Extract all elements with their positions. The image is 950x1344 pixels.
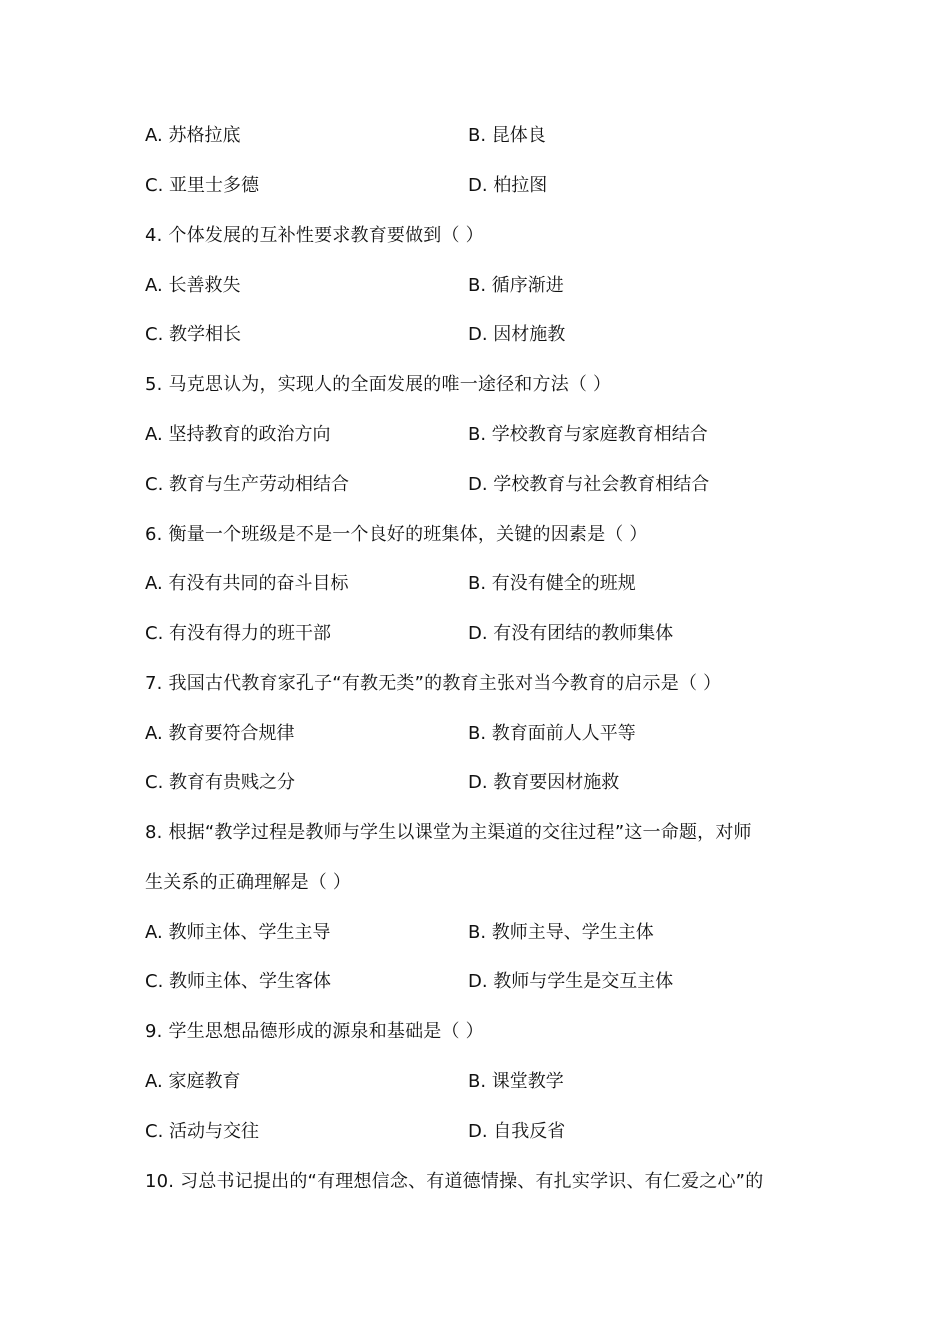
q5-option-a: A. 坚持教育的政治方向 bbox=[145, 424, 331, 445]
q5-stem: 5. 马克思认为，实现人的全面发展的唯一途径和方法（ ） bbox=[145, 374, 612, 395]
q6-stem: 6. 衡量一个班级是不是一个良好的班集体，关键的因素是（ ） bbox=[145, 524, 648, 545]
q3-option-d: D. 柏拉图 bbox=[468, 175, 548, 196]
q4-option-c: C. 教学相长 bbox=[145, 324, 242, 345]
q7-option-a: A. 教育要符合规律 bbox=[145, 723, 295, 744]
q7-option-c: C. 教育有贵贱之分 bbox=[145, 772, 296, 793]
q9-stem: 9. 学生思想品德形成的源泉和基础是（ ） bbox=[145, 1021, 484, 1042]
q4-option-a: A. 长善救失 bbox=[145, 275, 241, 296]
q9-option-a: A. 家庭教育 bbox=[145, 1071, 241, 1092]
q10-stem-line1: 10. 习总书记提出的“有理想信念、有道德情操、有扎实学识、有仁爱之心”的 bbox=[145, 1171, 764, 1192]
q6-option-a: A. 有没有共同的奋斗目标 bbox=[145, 573, 349, 594]
q7-stem: 7. 我国古代教育家孔子“有教无类”的教育主张对当今教育的启示是（ ） bbox=[145, 673, 722, 694]
q6-option-b: B. 有没有健全的班规 bbox=[468, 573, 636, 594]
q8-option-c: C. 教师主体、学生客体 bbox=[145, 971, 332, 992]
q5-option-d: D. 学校教育与社会教育相结合 bbox=[468, 474, 710, 495]
q8-stem-line2: 生关系的正确理解是（ ） bbox=[145, 872, 352, 893]
q8-stem-line1: 8. 根据“教学过程是教师与学生以课堂为主渠道的交往过程”这一命题，对师 bbox=[145, 822, 752, 843]
q3-option-b: B. 昆体良 bbox=[468, 125, 546, 146]
q7-option-b: B. 教育面前人人平等 bbox=[468, 723, 636, 744]
q8-option-a: A. 教师主体、学生主导 bbox=[145, 922, 331, 943]
q4-stem: 4. 个体发展的互补性要求教育要做到（ ） bbox=[145, 225, 484, 246]
q6-option-c: C. 有没有得力的班干部 bbox=[145, 623, 332, 644]
q5-option-b: B. 学校教育与家庭教育相结合 bbox=[468, 424, 708, 445]
q3-option-c: C. 亚里士多德 bbox=[145, 175, 260, 196]
q3-option-a: A. 苏格拉底 bbox=[145, 125, 241, 146]
q7-option-d: D. 教育要因材施救 bbox=[468, 772, 620, 793]
q9-option-b: B. 课堂教学 bbox=[468, 1071, 564, 1092]
q4-option-b: B. 循序渐进 bbox=[468, 275, 564, 296]
q6-option-d: D. 有没有团结的教师集体 bbox=[468, 623, 674, 644]
q9-option-c: C. 活动与交往 bbox=[145, 1121, 260, 1142]
q8-option-b: B. 教师主导、学生主体 bbox=[468, 922, 654, 943]
q4-option-d: D. 因材施教 bbox=[468, 324, 566, 345]
q9-option-d: D. 自我反省 bbox=[468, 1121, 566, 1142]
q5-option-c: C. 教育与生产劳动相结合 bbox=[145, 474, 350, 495]
q8-option-d: D. 教师与学生是交互主体 bbox=[468, 971, 674, 992]
